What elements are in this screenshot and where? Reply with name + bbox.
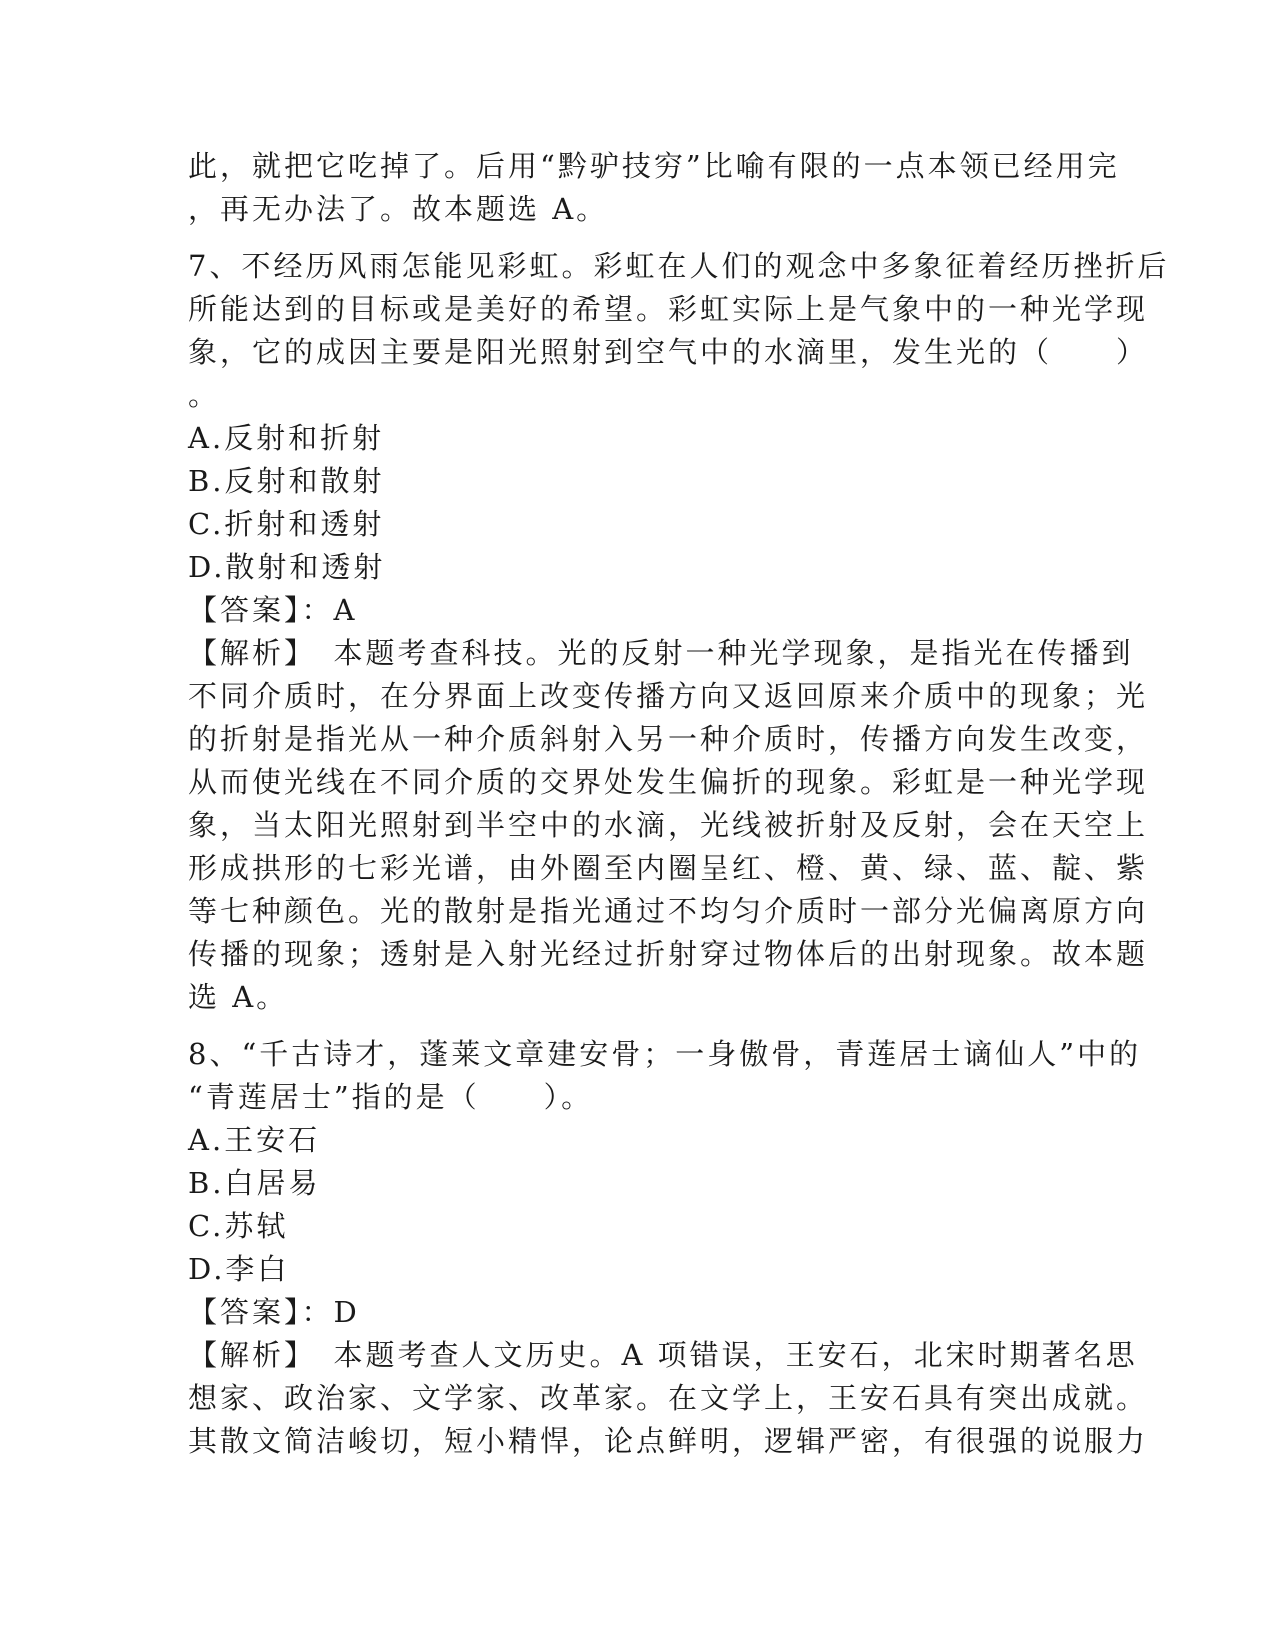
question-7 xyxy=(188,245,1170,1019)
option-b: B.反射和散射 xyxy=(188,464,385,498)
prev-analysis-continuation xyxy=(188,145,1120,231)
document-page xyxy=(188,145,1170,1463)
text-line: 此，就把它吃掉了。后用“黔驴技穷”比喻有限的一点本领已经用完 xyxy=(188,149,1120,183)
analysis-block xyxy=(188,632,1149,1019)
spacer xyxy=(188,231,1088,245)
text-line: 8、“千古诗才，蓬莱文章建安骨；一身傲骨，青莲居士谪仙人”中的 xyxy=(188,1037,1142,1071)
text-line: 7、不经历风雨怎能见彩虹。彩虹在人们的观念中多象征着经历挫折后 xyxy=(188,249,1170,283)
question-stem xyxy=(188,1033,1142,1119)
question-8 xyxy=(188,1033,1149,1463)
question-stem xyxy=(188,245,1170,417)
text-line: ，再无办法了。故本题选 A。 xyxy=(188,192,609,226)
text-line: 【解析】 本题考查人文历史。A 项错误，王安石，北宋时期著名思 xyxy=(188,1338,1138,1372)
option-list xyxy=(188,417,1088,589)
text-line: 所能达到的目标或是美好的希望。彩虹实际上是气象中的一种光学现 xyxy=(188,292,1149,326)
analysis-block xyxy=(188,1334,1149,1463)
option-a: A.反射和折射 xyxy=(188,421,385,455)
option-b: B.白居易 xyxy=(188,1166,321,1200)
text-line: “青莲居士”指的是（ ）。 xyxy=(188,1080,594,1114)
option-c: C.折射和透射 xyxy=(188,507,385,541)
text-line: 象，它的成因主要是阳光照射到空气中的水滴里，发生光的（ ） xyxy=(188,335,1149,369)
text-line: 的折射是指光从一种介质斜射入另一种介质时，传播方向发生改变， xyxy=(188,722,1149,756)
text-line: 【解析】 本题考查科技。光的反射一种光学现象，是指光在传播到 xyxy=(188,636,1134,670)
option-list xyxy=(188,1119,1088,1291)
text-line: 选 A。 xyxy=(188,980,289,1014)
text-line: 象，当太阳光照射到半空中的水滴，光线被折射及反射，会在天空上 xyxy=(188,808,1149,842)
option-a: A.王安石 xyxy=(188,1123,321,1157)
text-line: 传播的现象；透射是入射光经过折射穿过物体后的出射现象。故本题 xyxy=(188,937,1149,971)
text-line: 从而使光线在不同介质的交界处发生偏折的现象。彩虹是一种光学现 xyxy=(188,765,1149,799)
text-line: 形成拱形的七彩光谱，由外圈至内圈呈红、橙、黄、绿、蓝、靛、紫 xyxy=(188,851,1149,885)
spacer xyxy=(188,1019,1088,1033)
answer-line: 【答案】：D xyxy=(188,1295,360,1329)
text-line: 。 xyxy=(188,378,221,412)
option-d: D.散射和透射 xyxy=(188,550,386,584)
text-line: 其散文简洁峻切，短小精悍，论点鲜明，逻辑严密，有很强的说服力 xyxy=(188,1424,1149,1458)
text-line: 想家、政治家、文学家、改革家。在文学上，王安石具有突出成就。 xyxy=(188,1381,1149,1415)
answer-line: 【答案】：A xyxy=(188,593,358,627)
text-line: 等七种颜色。光的散射是指光通过不均匀介质时一部分光偏离原方向 xyxy=(188,894,1149,928)
option-c: C.苏轼 xyxy=(188,1209,289,1243)
option-d: D.李白 xyxy=(188,1252,290,1286)
text-line: 不同介质时，在分界面上改变传播方向又返回原来介质中的现象；光 xyxy=(188,679,1149,713)
